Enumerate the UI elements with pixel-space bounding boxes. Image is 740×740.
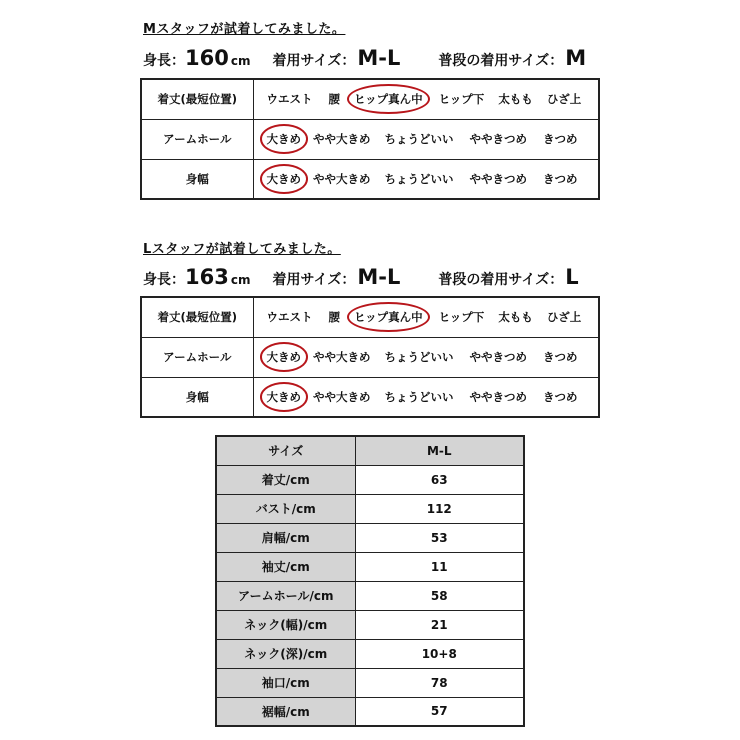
- staff-l-spec-line: [143, 265, 579, 289]
- size-measure-label: 袖丈/cm: [216, 552, 355, 581]
- size-row: [216, 610, 524, 639]
- fit-options-cell: [253, 377, 599, 417]
- size-row: [216, 465, 524, 494]
- fit-row: [141, 79, 599, 119]
- size-measure-label: ネック(幅)/cm: [216, 610, 355, 639]
- fit-options-cell: [253, 297, 599, 337]
- size-measure-value: 57: [355, 697, 524, 726]
- wear-size-label: 着用サイズ：: [272, 272, 356, 288]
- size-measure-label: 着丈/cm: [216, 465, 355, 494]
- size-header-label: サイズ: [216, 436, 355, 465]
- size-measure-value: 11: [355, 552, 524, 581]
- fit-row-label: アームホール: [141, 337, 253, 377]
- fit-option: やや大きめ: [313, 350, 371, 364]
- wear-size-label: 着用サイズ：: [272, 53, 356, 69]
- size-row: [216, 639, 524, 668]
- usual-size-value: L: [565, 265, 579, 289]
- size-measure-value: 78: [355, 668, 524, 697]
- fit-options-cell: [253, 159, 599, 199]
- height-label: 身長：: [143, 272, 185, 288]
- size-table: [215, 435, 525, 727]
- fit-option: ヒップ下: [438, 310, 485, 325]
- size-measure-label: 袖口/cm: [216, 668, 355, 697]
- staff-l-heading: Lスタッフが試着してみました。: [143, 242, 341, 257]
- size-measure-label: バスト/cm: [216, 494, 355, 523]
- height-value: 160: [185, 46, 229, 70]
- fit-row: [141, 159, 599, 199]
- fit-option: やや大きめ: [313, 132, 371, 146]
- size-row: [216, 581, 524, 610]
- fit-options-cell: [253, 337, 599, 377]
- fit-option: ややきつめ: [469, 132, 527, 146]
- size-measure-value: 10+8: [355, 639, 524, 668]
- fit-option: きつめ: [543, 350, 578, 364]
- size-measure-value: 58: [355, 581, 524, 610]
- size-measure-value: 21: [355, 610, 524, 639]
- usual-size-value: M: [565, 46, 587, 70]
- fit-options-cell: [253, 79, 599, 119]
- staff-l-fit-table: [140, 296, 600, 418]
- height-unit: cm: [230, 54, 251, 68]
- fit-option: きつめ: [543, 389, 578, 404]
- height-unit: cm: [230, 273, 251, 287]
- size-table-header: [216, 436, 524, 465]
- wear-size-value: M-L: [357, 265, 401, 289]
- size-row: [216, 523, 524, 552]
- fit-option: ウエスト: [266, 310, 313, 325]
- fit-options-cell: [253, 119, 599, 159]
- size-measure-label: 裾幅/cm: [216, 697, 355, 726]
- fit-option: 太もも: [498, 310, 533, 325]
- fit-option-selected: 大きめ: [266, 132, 301, 146]
- usual-size-label: 普段の着用サイズ：: [438, 272, 564, 288]
- fit-row-label: 着丈(最短位置): [141, 297, 253, 337]
- fit-option: 腰: [328, 92, 340, 107]
- fit-option: ややきつめ: [469, 389, 527, 404]
- size-row: [216, 668, 524, 697]
- size-measure-label: アームホール/cm: [216, 581, 355, 610]
- size-measure-value: 63: [355, 465, 524, 494]
- fit-option: ややきつめ: [469, 350, 527, 364]
- fit-option: きつめ: [543, 132, 578, 146]
- size-measure-label: ネック(深)/cm: [216, 639, 355, 668]
- fit-option: やや大きめ: [313, 389, 371, 404]
- fit-option-selected: ヒップ真ん中: [354, 310, 423, 325]
- fit-option: 太もも: [498, 92, 533, 107]
- size-measure-label: 肩幅/cm: [216, 523, 355, 552]
- height-label: 身長：: [143, 53, 185, 69]
- fit-option-selected: 大きめ: [266, 171, 301, 186]
- fit-row: [141, 337, 599, 377]
- fit-option: ちょうどいい: [384, 132, 454, 146]
- fit-option: ひざ上: [546, 310, 582, 325]
- fit-row: [141, 297, 599, 337]
- fit-row-label: 着丈(最短位置): [141, 79, 253, 119]
- wear-size-value: M-L: [357, 46, 401, 70]
- height-value: 163: [185, 265, 229, 289]
- fit-row-label: 身幅: [141, 377, 253, 417]
- staff-m-heading: Mスタッフが試着してみました。: [143, 22, 346, 37]
- fit-row-label: アームホール: [141, 119, 253, 159]
- size-row: [216, 552, 524, 581]
- staff-m-fit-table: [140, 78, 600, 200]
- fit-option: きつめ: [543, 171, 578, 186]
- fit-option-selected: 大きめ: [266, 350, 301, 364]
- fit-option: ウエスト: [266, 92, 313, 107]
- fit-option: ちょうどいい: [384, 350, 454, 364]
- fit-option: ややきつめ: [469, 171, 527, 186]
- size-header-value: M-L: [355, 436, 524, 465]
- fit-row: [141, 119, 599, 159]
- fit-option: ヒップ下: [438, 92, 485, 107]
- size-row: [216, 697, 524, 726]
- size-row: [216, 494, 524, 523]
- size-measure-value: 112: [355, 494, 524, 523]
- fit-row-label: 身幅: [141, 159, 253, 199]
- fit-option-selected: 大きめ: [266, 389, 301, 404]
- usual-size-label: 普段の着用サイズ：: [438, 53, 564, 69]
- fit-option: ちょうどいい: [384, 171, 454, 186]
- fit-row: [141, 377, 599, 417]
- fit-option: やや大きめ: [313, 171, 371, 186]
- fit-option-selected: ヒップ真ん中: [354, 92, 423, 107]
- fit-option: ひざ上: [546, 92, 582, 107]
- fit-option: ちょうどいい: [384, 389, 454, 404]
- size-measure-value: 53: [355, 523, 524, 552]
- staff-m-spec-line: [143, 46, 586, 70]
- fit-option: 腰: [328, 310, 340, 325]
